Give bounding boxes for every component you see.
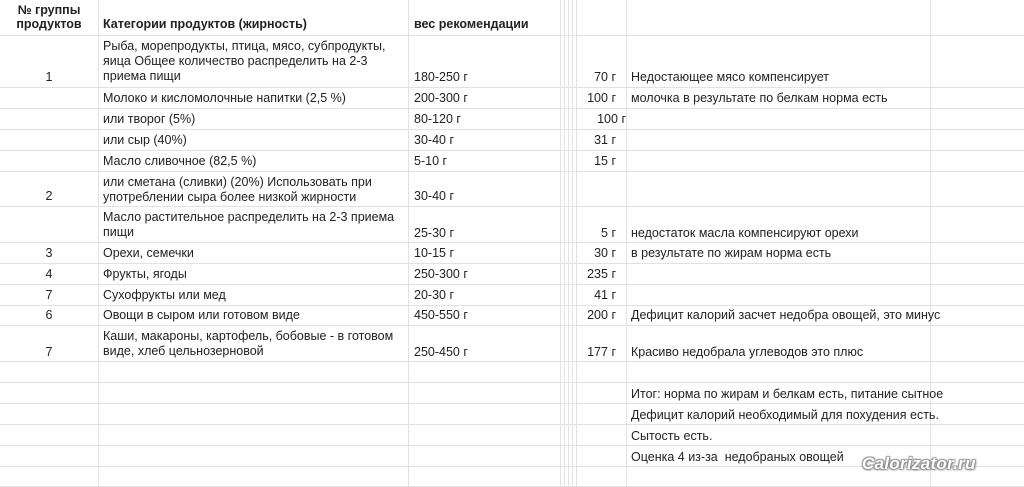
header-weight: вес рекомендации bbox=[414, 17, 529, 31]
summary-line: Итог: норма по жирам и белкам есть, питание сытное bbox=[631, 387, 944, 401]
group-number: 6 bbox=[45, 308, 53, 322]
group-number: 3 bbox=[45, 246, 53, 260]
actual-cell: 200 г bbox=[587, 308, 616, 322]
weight-cell: 25-30 г bbox=[414, 226, 455, 240]
table-row bbox=[0, 425, 1024, 446]
weight-cell: 180-250 г bbox=[414, 70, 468, 84]
category-cell: Молоко и кисломолочные напитки (2,5 %) bbox=[103, 91, 346, 105]
actual-cell: 15 г bbox=[594, 154, 616, 168]
watermark: Calorizator.ru bbox=[862, 454, 976, 473]
category-cell: Фрукты, ягоды bbox=[103, 267, 187, 281]
comment-cell: Дефицит калорий засчет недобра овощей, это минус bbox=[631, 308, 941, 322]
actual-cell: 31 г bbox=[594, 133, 616, 147]
weight-cell: 450-550 г bbox=[414, 308, 468, 322]
category-cell: Масло сливочное (82,5 %) bbox=[103, 154, 257, 168]
table-row bbox=[0, 362, 1024, 383]
weight-cell: 250-450 г bbox=[414, 345, 468, 359]
weight-cell: 200-300 г bbox=[414, 91, 468, 105]
weight-cell: 250-300 г bbox=[414, 267, 468, 281]
group-number: 7 bbox=[45, 288, 53, 302]
comment-cell: Красиво недобрала углеводов это плюс bbox=[631, 345, 864, 359]
group-number: 2 bbox=[45, 189, 53, 203]
summary-line: Оценка 4 из-за недобраных овощей bbox=[631, 450, 844, 464]
header-category: Категории продуктов (жирность) bbox=[103, 17, 307, 31]
weight-cell: 20-30 г bbox=[414, 288, 455, 302]
group-number: 4 bbox=[45, 267, 53, 281]
weight-cell: 30-40 г bbox=[414, 189, 455, 203]
weight-cell: 80-120 г bbox=[414, 112, 461, 126]
actual-cell: 30 г bbox=[594, 246, 616, 260]
summary-line: Сытость есть. bbox=[631, 429, 713, 443]
actual-cell: 5 г bbox=[601, 226, 616, 240]
actual-cell: 235 г bbox=[587, 267, 616, 281]
comment-cell: молочка в результате по белкам норма есть bbox=[631, 91, 888, 105]
category-cell: или творог (5%) bbox=[103, 112, 196, 126]
summary-line: Дефицит калорий необходимый для похудения есть. bbox=[631, 408, 939, 422]
category-cell: Овощи в сыром или готовом виде bbox=[103, 308, 300, 322]
comment-cell: Недостающее мясо компенсирует bbox=[631, 70, 830, 84]
category-cell: Каши, макароны, картофель, бобовые - в готовом виде, хлеб цельнозерновой bbox=[103, 329, 394, 358]
header-group-number: № группы продуктов bbox=[16, 3, 82, 31]
actual-cell: 41 г bbox=[594, 288, 616, 302]
actual-cell: 70 г bbox=[594, 70, 616, 84]
actual-cell: 177 г bbox=[587, 345, 616, 359]
group-number: 1 bbox=[45, 70, 53, 84]
category-cell: Сухофрукты или мед bbox=[103, 288, 226, 302]
weight-cell: 10-15 г bbox=[414, 246, 455, 260]
group-number: 7 bbox=[45, 345, 53, 359]
category-cell: или сыр (40%) bbox=[103, 133, 187, 147]
category-cell: Рыба, морепродукты, птица, мясо, субпродукты, яица Общее количество распределить на 2-3 приема пищи bbox=[103, 39, 386, 83]
comment-cell: недостаток масла компенсируют орехи bbox=[631, 226, 859, 240]
actual-cell: 100 г bbox=[597, 112, 626, 126]
comment-cell: в результате по жирам норма есть bbox=[631, 246, 832, 260]
category-cell: Масло растительное распределить на 2-3 приема пищи bbox=[103, 210, 395, 239]
category-cell: Орехи, семечки bbox=[103, 246, 194, 260]
weight-cell: 5-10 г bbox=[414, 154, 448, 168]
actual-cell: 100 г bbox=[587, 91, 616, 105]
weight-cell: 30-40 г bbox=[414, 133, 455, 147]
category-cell: или сметана (сливки) (20%) Использовать при употреблении сыра более низкой жирности bbox=[103, 175, 372, 204]
